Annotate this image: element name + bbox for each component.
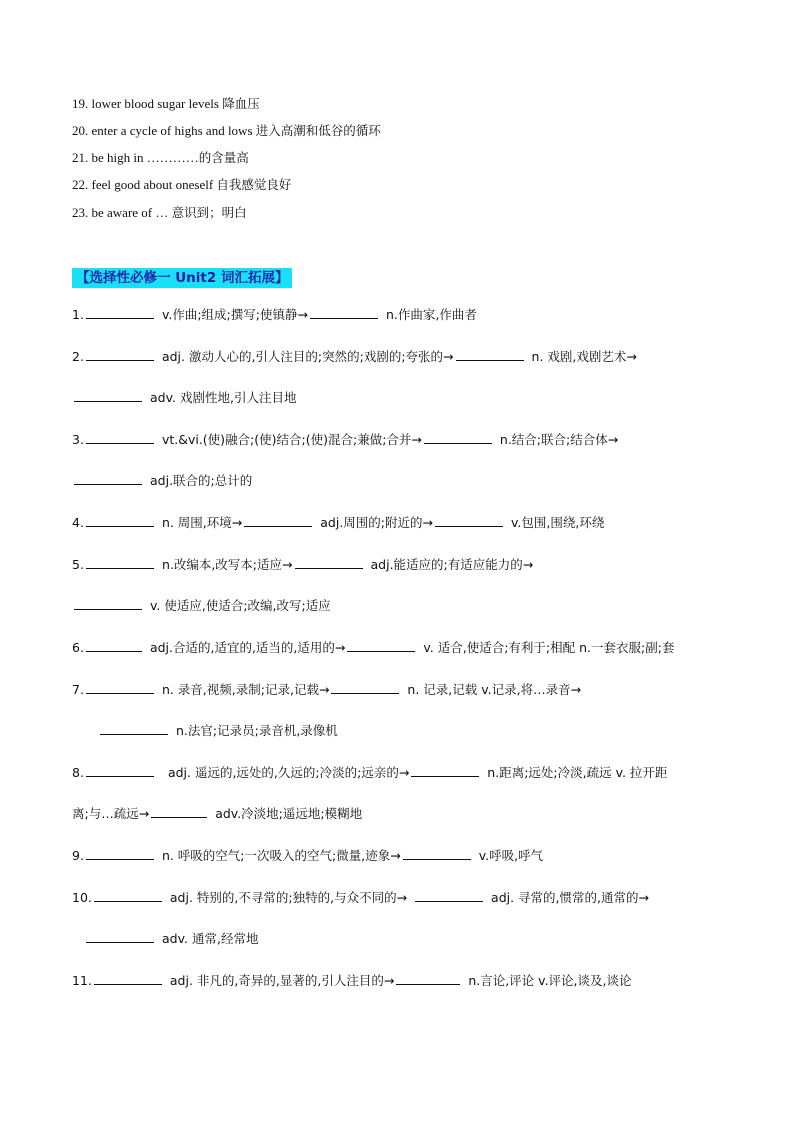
answer-blank[interactable] bbox=[86, 514, 154, 527]
exercise-3-cont bbox=[72, 472, 252, 489]
exercise-text: vt.&vi.(使)融合;(使)结合;(使)混合;兼做;合并→ bbox=[161, 432, 422, 447]
exercise-text: n. 周围,环境→ bbox=[161, 515, 243, 530]
exercise-4 bbox=[72, 514, 604, 531]
exercise-text: v.作曲;组成;撰写;使镇静→ bbox=[161, 307, 308, 322]
answer-blank[interactable] bbox=[403, 847, 471, 860]
phrase-en: 22. feel good about oneself bbox=[72, 177, 217, 192]
exercise-7 bbox=[72, 681, 581, 698]
answer-blank[interactable] bbox=[411, 764, 479, 777]
exercise-number: 3. bbox=[72, 432, 84, 447]
exercise-text: adj. 遥远的,远处的,久远的;冷淡的;远亲的→ bbox=[167, 765, 410, 780]
phrase-en: 19. lower blood sugar levels bbox=[72, 96, 223, 111]
exercise-text: n.言论,评论 v.评论,谈及,谈论 bbox=[468, 973, 632, 988]
exercise-8-cont bbox=[72, 805, 362, 822]
phrase-19 bbox=[72, 96, 260, 112]
exercise-number: 6. bbox=[72, 640, 84, 655]
answer-blank[interactable] bbox=[331, 681, 399, 694]
exercise-text: v. 适合,使适合;有利于;相配 n.一套衣服;副;套 bbox=[423, 640, 675, 655]
exercise-text: v.包围,围绕,环绕 bbox=[511, 515, 605, 530]
exercise-text: v. 使适应,使适合;改编,改写;适应 bbox=[150, 598, 331, 613]
answer-blank[interactable] bbox=[74, 597, 142, 610]
answer-blank[interactable] bbox=[86, 556, 154, 569]
exercise-text: n.作曲家,作曲者 bbox=[385, 307, 477, 322]
answer-blank[interactable] bbox=[310, 306, 378, 319]
phrase-en: 23. be aware of … bbox=[72, 205, 172, 220]
exercise-text: adj.联合的;总计的 bbox=[150, 473, 253, 488]
exercise-5-cont bbox=[72, 597, 331, 614]
exercise-number: 5. bbox=[72, 557, 84, 572]
answer-blank[interactable] bbox=[86, 930, 154, 943]
answer-blank[interactable] bbox=[86, 348, 154, 361]
exercise-3 bbox=[72, 431, 618, 448]
exercise-9 bbox=[72, 847, 543, 864]
answer-blank[interactable] bbox=[435, 514, 503, 527]
phrase-zh: 意识到；明白 bbox=[171, 205, 247, 220]
exercise-text: n.结合;联合;结合体→ bbox=[499, 432, 619, 447]
exercise-text: n. 记录,记载 v.记录,将…录音→ bbox=[407, 682, 582, 697]
answer-blank[interactable] bbox=[74, 389, 142, 402]
exercise-10-cont bbox=[84, 930, 258, 947]
exercise-text: adv. 戏剧性地,引人注目地 bbox=[150, 390, 297, 405]
exercise-2 bbox=[72, 348, 637, 365]
exercise-number: 4. bbox=[72, 515, 84, 530]
answer-blank[interactable] bbox=[86, 306, 154, 319]
phrase-23 bbox=[72, 205, 247, 221]
phrase-zh: 降血压 bbox=[222, 96, 260, 111]
exercise-text: adj. 特别的,不寻常的;独特的,与众不同的→ bbox=[169, 890, 408, 905]
answer-blank[interactable] bbox=[415, 889, 483, 902]
exercise-text: n.法官;记录员;录音机,录像机 bbox=[176, 723, 338, 738]
answer-blank[interactable] bbox=[347, 639, 415, 652]
exercise-number: 2. bbox=[72, 349, 84, 364]
exercise-6 bbox=[72, 639, 674, 656]
exercise-number: 1. bbox=[72, 307, 84, 322]
answer-blank[interactable] bbox=[94, 889, 162, 902]
phrase-20 bbox=[72, 123, 381, 139]
exercise-text: adj. 非凡的,奇异的,显著的,引人注目的→ bbox=[169, 973, 395, 988]
section-heading: 【选择性必修一 Unit2 词汇拓展】 bbox=[72, 268, 292, 288]
phrase-zh: 进入高潮和低谷的循环 bbox=[255, 123, 381, 138]
exercise-number: 7. bbox=[72, 682, 84, 697]
answer-blank[interactable] bbox=[94, 972, 162, 985]
exercise-number: 9. bbox=[72, 848, 84, 863]
exercise-11 bbox=[72, 972, 632, 989]
answer-blank[interactable] bbox=[86, 764, 154, 777]
answer-blank[interactable] bbox=[100, 722, 168, 735]
exercise-7-cont bbox=[98, 722, 338, 739]
answer-blank[interactable] bbox=[244, 514, 312, 527]
exercise-text: adv. 通常,经常地 bbox=[162, 931, 259, 946]
exercise-number: 8. bbox=[72, 765, 84, 780]
exercise-text: n. 戏剧,戏剧艺术→ bbox=[531, 349, 637, 364]
phrase-zh: 自我感觉良好 bbox=[216, 177, 292, 192]
answer-blank[interactable] bbox=[396, 972, 460, 985]
answer-blank[interactable] bbox=[424, 431, 492, 444]
answer-blank[interactable] bbox=[295, 556, 363, 569]
exercise-5 bbox=[72, 556, 533, 573]
exercise-number: 11. bbox=[72, 973, 92, 988]
phrase-zh: 的含量高 bbox=[198, 150, 249, 165]
answer-blank[interactable] bbox=[86, 431, 154, 444]
answer-blank[interactable] bbox=[86, 681, 154, 694]
exercise-text: adj. 寻常的,惯常的,通常的→ bbox=[491, 890, 649, 905]
exercise-text: 离;与…疏远→ bbox=[72, 806, 150, 821]
exercise-text: adj.能适应的;有适应能力的→ bbox=[370, 557, 534, 572]
exercise-2-cont bbox=[72, 389, 296, 406]
exercise-text: n. 录音,视频,录制;记录,记载→ bbox=[161, 682, 330, 697]
exercise-text: n. 呼吸的空气;一次吸入的空气;微量,迹象→ bbox=[161, 848, 401, 863]
exercise-number: 10. bbox=[72, 890, 92, 905]
answer-blank[interactable] bbox=[456, 348, 524, 361]
phrase-en: 21. be high in ………… bbox=[72, 150, 199, 165]
answer-blank[interactable] bbox=[86, 639, 142, 652]
phrase-22 bbox=[72, 177, 291, 193]
exercise-1 bbox=[72, 306, 477, 323]
answer-blank[interactable] bbox=[151, 805, 207, 818]
answer-blank[interactable] bbox=[86, 847, 154, 860]
exercise-text: v.呼吸,呼气 bbox=[478, 848, 544, 863]
exercise-text: n.距离;远处;冷淡,疏远 v. 拉开距 bbox=[487, 765, 668, 780]
exercise-text: adj.合适的,适宜的,适当的,适用的→ bbox=[149, 640, 346, 655]
exercise-text: adj. 激动人心的,引人注目的;突然的;戏剧的;夸张的→ bbox=[161, 349, 454, 364]
phrase-21 bbox=[72, 150, 249, 166]
answer-blank[interactable] bbox=[74, 472, 142, 485]
exercise-8 bbox=[72, 764, 667, 781]
exercise-text: adj.周围的;附近的→ bbox=[320, 515, 433, 530]
exercise-text: adv.冷淡地;遥远地;模糊地 bbox=[215, 806, 363, 821]
phrase-en: 20. enter a cycle of highs and lows bbox=[72, 123, 256, 138]
exercise-text: n.改编本,改写本;适应→ bbox=[161, 557, 293, 572]
exercise-10 bbox=[72, 889, 649, 906]
